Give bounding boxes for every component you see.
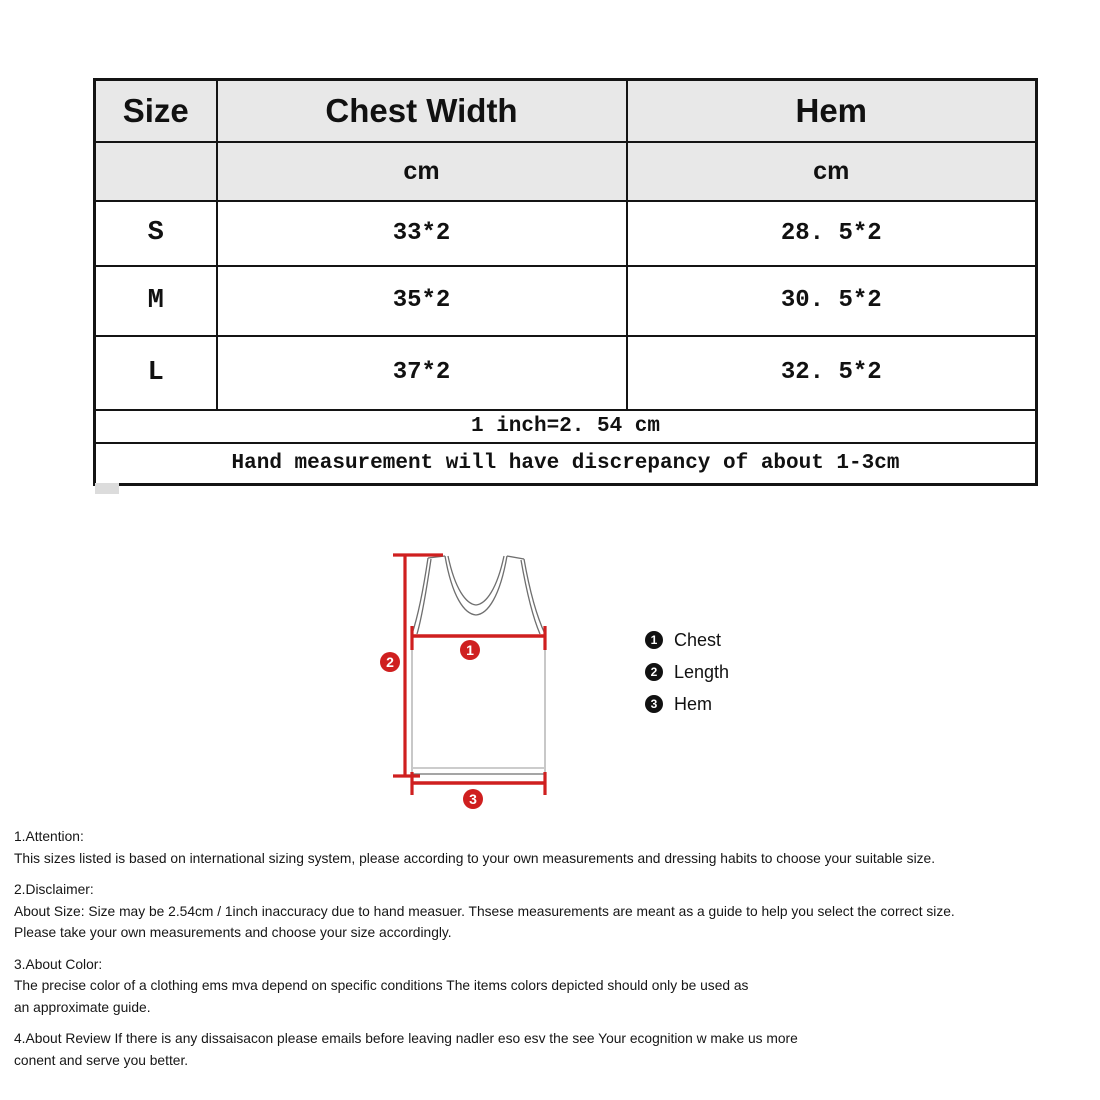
- measurement-legend: [645, 628, 729, 724]
- about-color-text-1: The precise color of a clothing ems mva depend on specific conditions The items colors depicted should only be used as: [14, 978, 749, 993]
- about-color-note: [14, 954, 1096, 1019]
- size-l: L: [95, 336, 217, 410]
- chest-s: 33*2: [217, 201, 627, 266]
- about-review-note: [14, 1028, 1096, 1071]
- hand-measurement-note: Hand measurement will have discrepancy of about 1-3cm: [95, 443, 1037, 485]
- unit-blank-cell: [95, 142, 217, 201]
- about-review-text-2: conent and serve you better.: [14, 1052, 189, 1068]
- legend-label-chest: Chest: [674, 629, 722, 650]
- circled-1-icon: 1: [645, 631, 663, 649]
- hem-l: 32. 5*2: [627, 336, 1037, 410]
- measurement-note-row: [95, 443, 1037, 485]
- header-chest-width: Chest Width: [217, 80, 627, 142]
- header-hem: Hem: [627, 80, 1037, 142]
- legend-item-chest: [645, 628, 729, 652]
- legend-label-length: Length: [674, 661, 730, 682]
- marker-1-num: 1: [466, 642, 474, 658]
- hem-s: 28. 5*2: [627, 201, 1037, 266]
- scan-artifact: [95, 483, 119, 494]
- legend-item-hem: [645, 692, 729, 716]
- about-color-text-2: an approximate guide.: [14, 999, 151, 1015]
- conversion-note-row: [95, 410, 1037, 443]
- disclaimer-heading: 2.Disclaimer:: [14, 882, 94, 897]
- about-review-text-1: 4.About Review If there is any dissaisacon please emails before leaving nadler eso esv the see Your ecognition w make us more: [14, 1031, 798, 1046]
- hem-m: 30. 5*2: [627, 266, 1037, 336]
- table-row-m: [95, 266, 1037, 336]
- unit-chest-cm: cm: [217, 142, 627, 201]
- marker-3-num: 3: [469, 791, 477, 807]
- chest-l: 37*2: [217, 336, 627, 410]
- attention-note: [14, 826, 1096, 869]
- measurement-lines: [393, 555, 545, 795]
- marker-2-num: 2: [386, 654, 394, 670]
- notes-section: [14, 826, 1096, 1081]
- circled-2-icon: 2: [645, 663, 663, 681]
- unit-row: [95, 142, 1037, 201]
- table-row-l: [95, 336, 1037, 410]
- tank-top-diagram: [378, 538, 578, 818]
- attention-heading: 1.Attention:: [14, 829, 84, 844]
- about-color-heading: 3.About Color:: [14, 956, 103, 972]
- size-chart-table: [93, 78, 1038, 486]
- legend-label-hem: Hem: [674, 693, 713, 714]
- size-s: S: [95, 201, 217, 266]
- disclaimer-note: [14, 879, 1096, 944]
- size-m: M: [95, 266, 217, 336]
- table-header-row: [95, 80, 1037, 142]
- tank-top-outline: [412, 556, 545, 774]
- unit-hem-cm: cm: [627, 142, 1037, 201]
- circled-3-icon: 3: [645, 695, 663, 713]
- disclaimer-text-1: About Size: Size may be 2.54cm / 1inch inaccuracy due to hand measuer. Thsese measurements are meant as a guide to help you select the correct size.: [14, 903, 955, 919]
- table-row-s: [95, 201, 1037, 266]
- legend-item-length: [645, 660, 729, 684]
- inch-conversion-note: 1 inch=2. 54 cm: [95, 410, 1037, 443]
- disclaimer-text-2: Please take your own measurements and choose your size accordingly.: [14, 925, 452, 940]
- chest-m: 35*2: [217, 266, 627, 336]
- attention-text: This sizes listed is based on international sizing system, please according to your own measurements and dressing habits to choose your suitable size.: [14, 850, 936, 866]
- header-size: Size: [95, 80, 217, 142]
